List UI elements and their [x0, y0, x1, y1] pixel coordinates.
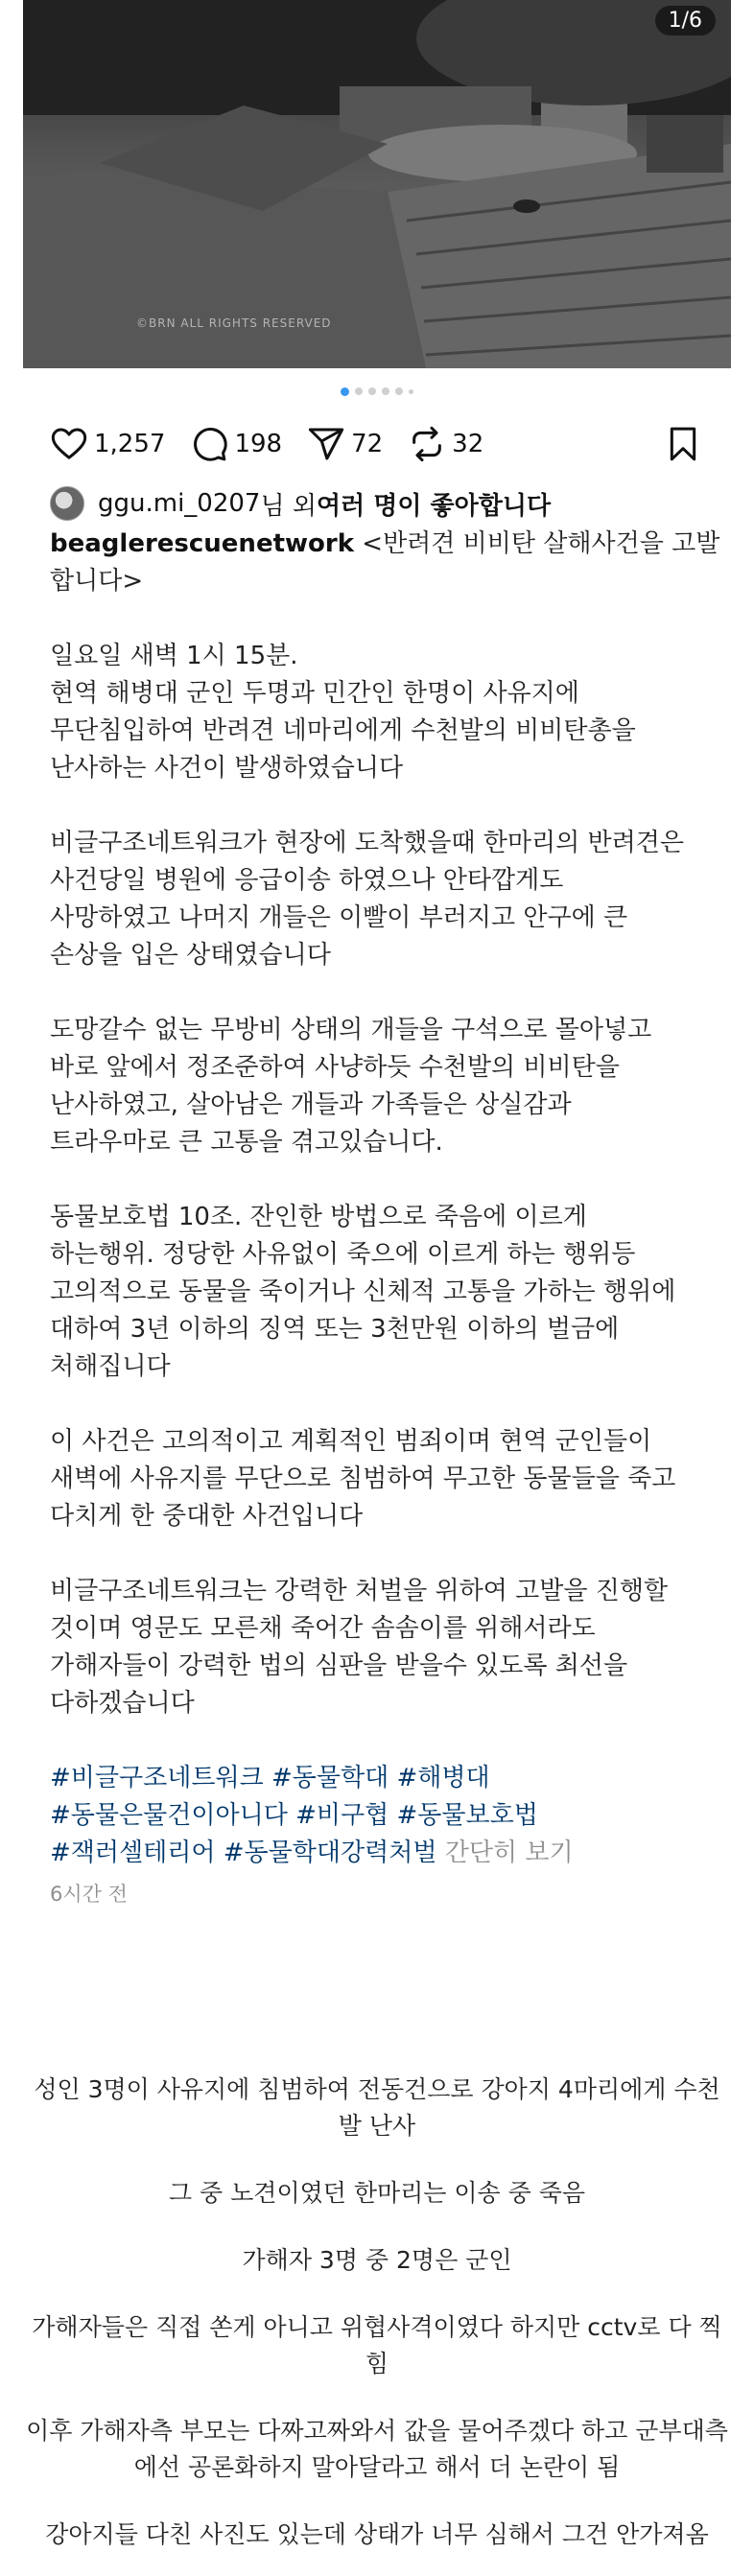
comment-icon	[190, 425, 228, 463]
caption-line: 가해자들이 강력한 법의 심판을 받을수 있도록 최선을	[50, 1651, 628, 1680]
summary-paragraph: 이후 가해자측 부모는 다짜고짜와서 값을 물어주겠다 하고 군부대측에선 공론화하지 말아달라고 해서 더 논란이 됨	[26, 2417, 728, 2481]
post-caption	[50, 526, 721, 1913]
hashtag-line[interactable]: #비글구조네트워크 #동물학대 #해병대	[50, 1764, 490, 1792]
repost-button[interactable]	[408, 425, 483, 463]
like-button[interactable]	[50, 425, 165, 463]
image-counter: 1/6	[655, 6, 716, 35]
hashtag-line-last	[50, 1835, 721, 1872]
save-button[interactable]	[664, 424, 702, 468]
caption-line: 동물보호법 10조. 잔인한 방법으로 죽음에 이르게	[50, 1203, 587, 1231]
caption-body	[50, 638, 721, 1722]
collapse-link[interactable]: 간단히 보기	[436, 1838, 574, 1867]
caption-title: <반려견 비비탄 살해사건을 고발합니다>	[50, 529, 720, 596]
caption-line: 이 사건은 고의적이고 계획적인 범죄이며 현역 군인들이	[50, 1427, 652, 1456]
liked-by-user[interactable]: ggu.mi_0207	[98, 489, 261, 518]
caption-line: 무단침입하여 반려견 네마리에게 수천발의 비비탄총을	[50, 716, 636, 745]
shares-count: 72	[351, 430, 384, 458]
reposts-count: 32	[452, 430, 484, 458]
action-bar	[50, 422, 702, 466]
post-photo[interactable]	[23, 0, 731, 368]
summary-paragraph: 가해자 3명 중 2명은 군인	[242, 2246, 512, 2274]
carousel-dots	[0, 387, 754, 396]
caption-line: 현역 해병대 군인 두명과 민간인 한명이 사유지에	[50, 679, 579, 708]
carousel-dot[interactable]	[368, 387, 376, 395]
caption-line: 난사하는 사건이 발생하였습니다	[50, 754, 404, 783]
caption-line: 난사하였고, 살아남은 개들과 가족들은 상실감과	[50, 1090, 572, 1119]
caption-line: 것이며 영문도 모른채 죽어간 솜솜이를 위해서라도	[50, 1614, 596, 1643]
caption-line: 처해집니다	[50, 1352, 171, 1381]
hashtag-line[interactable]: #잭러셀테리어 #동물학대강력처벌	[50, 1838, 437, 1867]
watermark: ©BRN ALL RIGHTS RESERVED	[136, 316, 332, 330]
bookmark-icon	[664, 424, 702, 464]
caption-username[interactable]: beaglerescuenetwork	[50, 529, 355, 558]
caption-paragraph	[50, 1573, 721, 1722]
caption-paragraph	[50, 638, 721, 787]
caption-line: 비글구조네트워크는 강력한 처벌을 위하여 고발을 진행할	[50, 1577, 669, 1605]
carousel-dot[interactable]	[409, 389, 413, 394]
comments-count: 198	[234, 430, 283, 458]
caption-line: 트라우마로 큰 고통을 겪고있습니다.	[50, 1128, 443, 1157]
caption-line: 다치게 한 중대한 사건입니다	[50, 1502, 364, 1531]
caption-paragraph	[50, 825, 721, 974]
caption-line: 비글구조네트워크가 현장에 도착했을때 한마리의 반려견은	[50, 829, 684, 857]
caption-line: 새벽에 사유지를 무단으로 침범하여 무고한 동물들을 죽고	[50, 1464, 676, 1493]
caption-line: 손상을 입은 상태였습니다	[50, 941, 331, 970]
carousel-dot[interactable]	[355, 387, 363, 395]
carousel-dot[interactable]	[382, 387, 389, 395]
summary-text	[23, 2072, 731, 2576]
summary-paragraph: 그 중 노견이였던 한마리는 이송 중 죽음	[168, 2179, 586, 2207]
caption-line: 다하겠습니다	[50, 1689, 195, 1718]
caption-line: 대하여 3년 이하의 징역 또는 3천만원 이하의 벌금에	[50, 1315, 620, 1344]
night-cctv-image	[23, 0, 731, 368]
caption-paragraph	[50, 1012, 721, 1161]
post-timestamp: 6시간 전	[50, 1883, 128, 1906]
caption-paragraph	[50, 1199, 721, 1386]
caption-header	[50, 526, 721, 600]
avatar[interactable]	[50, 486, 84, 521]
carousel-dot-active[interactable]	[341, 387, 349, 396]
summary-paragraph: 강아지들 다친 사진도 있는데 상태가 너무 심해서 그건 안가져옴	[45, 2520, 709, 2548]
liked-by-line[interactable]	[50, 484, 551, 523]
heart-icon	[50, 425, 88, 463]
hashtag-line[interactable]: #동물은물건이아니다 #비구협 #동물보호법	[50, 1801, 538, 1830]
summary-paragraph: 성인 3명이 사유지에 침범하여 전동건으로 강아지 4마리에게 수천발 난사	[34, 2075, 720, 2140]
summary-paragraph: 가해자들은 직접 쏜게 아니고 위협사격이였다 하지만 cctv로 다 찍힘	[32, 2313, 722, 2377]
caption-line: 도망갈수 없는 무방비 상태의 개들을 구석으로 몰아넣고	[50, 1016, 652, 1044]
caption-line: 사건당일 병원에 응급이송 하였으나 안타깝게도	[50, 866, 564, 895]
comment-button[interactable]	[190, 425, 282, 463]
caption-paragraph	[50, 1423, 721, 1535]
caption-line: 사망하였고 나머지 개들은 이빨이 부러지고 안구에 큰	[50, 903, 628, 932]
send-icon	[307, 425, 345, 463]
liked-by-suffix: 님 외	[260, 491, 317, 521]
caption-line: 고의적으로 동물을 죽이거나 신체적 고통을 가하는 행위에	[50, 1277, 676, 1306]
likes-count: 1,257	[94, 430, 166, 458]
caption-line: 하는행위. 정당한 사유없이 죽으에 이르게 하는 행위등	[50, 1240, 636, 1269]
caption-line: 바로 앞에서 정조준하여 사냥하듯 수천발의 비비탄을	[50, 1053, 620, 1082]
hashtags	[50, 1760, 721, 1872]
liked-by-others[interactable]: 여러 명이 좋아합니다	[316, 491, 552, 521]
carousel-dot[interactable]	[395, 387, 403, 395]
caption-line: 일요일 새벽 1시 15분.	[50, 642, 298, 670]
repost-icon	[408, 425, 446, 463]
share-button[interactable]	[307, 425, 383, 463]
